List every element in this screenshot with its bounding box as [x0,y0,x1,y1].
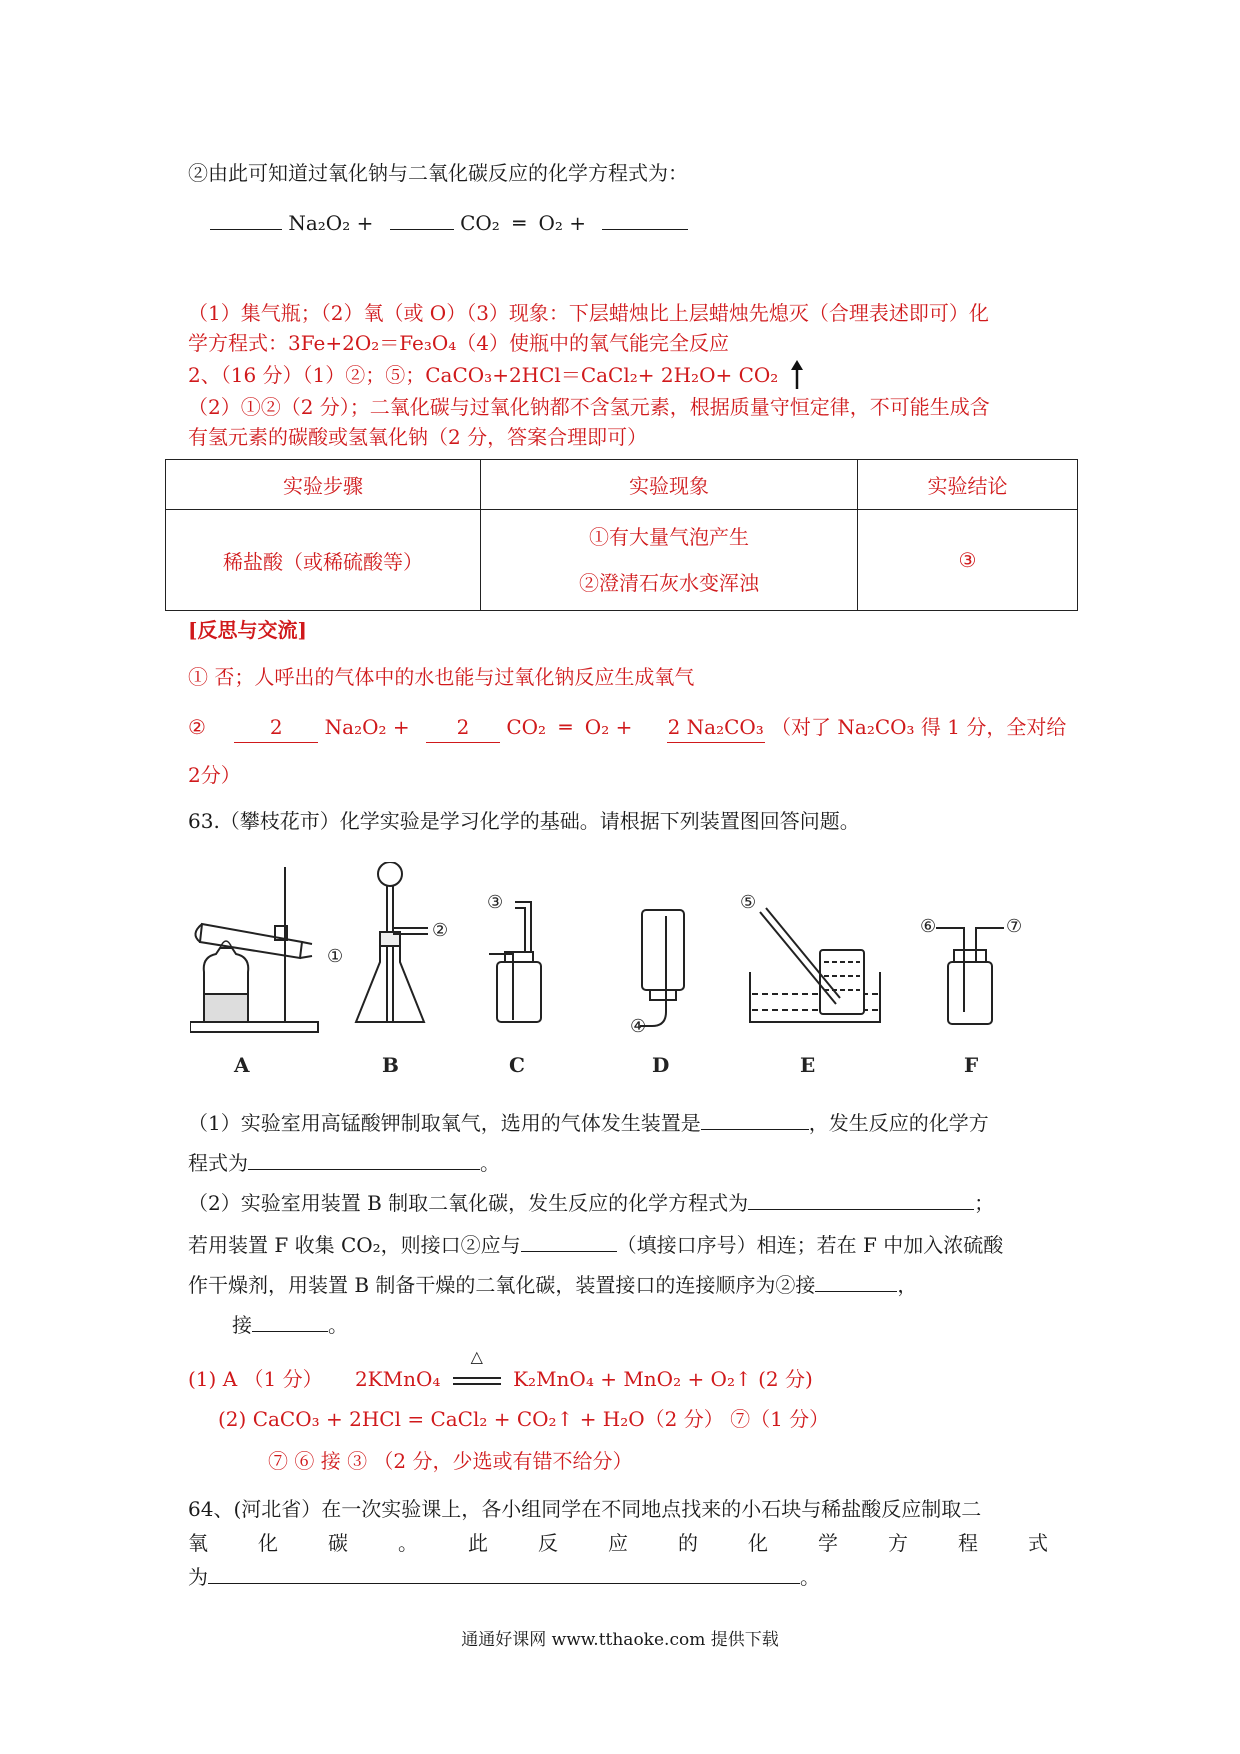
apparatus-a [190,867,343,1077]
answer-coefficient-2: 2 [426,712,500,743]
q64-char: 学 [818,1531,838,1555]
q63-part2-text-e: 作干燥剂，用装置 B 制备干燥的二氧化碳，装置接口的连接顺序为②接 [188,1273,816,1297]
q64-char: 碳 [328,1531,348,1555]
reflect-title: [反思与交流] [188,618,307,642]
q63-part2-line4 [232,1310,348,1340]
reflect-line-3: 2分） [188,763,241,787]
answer-1c: K₂MnO₄ + MnO₂ + O₂↑ (2 分) [513,1367,813,1391]
apparatus-c [487,892,541,1077]
q63-part2-line2 [188,1230,1003,1260]
answer-product: 2 Na₂CO₃ [667,712,765,743]
apparatus-label-f: F [964,1053,979,1077]
answer-1b: 2KMnO₄ [354,1367,441,1391]
observation-2: ②澄清石灰水变浑浊 [579,571,759,595]
port-label-7: ⑦ [1006,916,1023,937]
heat-equals-sign [451,1347,503,1394]
apparatus-e [740,892,880,1077]
q64-char: 应 [608,1531,628,1555]
apparatus-label-e: E [800,1053,816,1077]
header-conclusion: 实验结论 [858,460,1078,510]
question-line: ②由此可知道过氧化钠与二氧化碳反应的化学方程式为： [188,161,688,185]
apparatus-figure [190,862,1130,1082]
answer-1-line-2: 学方程式：3Fe+2O₂＝Fe₃O₄（4）使瓶中的氧气能完全反应 [188,331,730,355]
table-row [166,510,1078,611]
blank-1[interactable] [210,209,282,230]
q64-char: 此 [468,1531,488,1555]
reflect-na2o2: Na₂O₂ + [324,715,410,739]
q64-line-3 [188,1562,820,1592]
port-label-2: ② [432,920,449,941]
q63-part2-line3 [188,1270,917,1300]
q63-part2-text-f: ， [897,1273,918,1297]
port-label-3: ③ [487,892,504,913]
q64-char: 的 [678,1531,698,1555]
q63-part1-text-b: ，发生反应的化学方 [808,1111,989,1135]
port-label-4: ④ [630,1016,647,1037]
answer-blank-port[interactable] [521,1231,617,1252]
q64-text-b: 。 [800,1565,820,1589]
answer-1-line-1: （1）集气瓶；（2）氧（或 O）（3）现象：下层蜡烛比上层蜡烛先熄灭（合理表述即可）化 [188,301,989,325]
apparatus-b [356,862,448,1077]
cell-observation [481,510,858,611]
answer-2-text: 2、（16 分）（1）②；⑤；CaCO₃+2HCl＝CaCl₂+ 2H₂O+ CO₂ [188,363,779,387]
header-step: 实验步骤 [166,460,481,510]
q64-line-2 [188,1528,1048,1558]
q63-part2-text-d: （填接口序号）相连；若在 F 中加入浓硫酸 [616,1233,1004,1257]
answer-2-line-1 [188,360,805,390]
cell-conclusion: ③ [858,510,1078,611]
q63-answer-2: (2) CaCO₃ + 2HCl = CaCl₂ + CO₂↑ + H₂O（2 分） ⑦（1 分） [218,1407,830,1431]
heat-symbol: △ [470,1347,483,1366]
q64-char: 。 [398,1531,418,1555]
q63-part2-text-g: 接 [232,1313,252,1337]
equation-blank-line [210,208,688,238]
q63-part2-text: （2）实验室用装置 B 制取二氧化碳，发生反应的化学方程式为 [188,1191,749,1215]
port-label-5: ⑤ [740,892,757,913]
cell-step: 稀盐酸（或稀硫酸等） [166,510,481,611]
q63-part1-line2 [188,1148,500,1178]
q63-part1-text-d: 。 [480,1151,500,1175]
answer-2-line-3: 有氢元素的碳酸或氢氧化钠（2 分，答案合理即可） [188,425,648,449]
q63-answer-1 [188,1347,813,1394]
q63-part2-text-b: ； [974,1191,995,1215]
reflect-num: ② [188,715,206,739]
q64-text-a: 为 [188,1565,208,1589]
answer-blank-order-2[interactable] [252,1311,328,1332]
port-label-6: ⑥ [920,916,937,937]
page-footer: 通通好课网 www.tthaoke.com 提供下载 [461,1630,779,1650]
na2o2-term: Na₂O₂ + [288,211,374,235]
reflect-line-2 [188,712,1066,743]
reflect-note: （对了 Na₂CO₃ 得 1 分，全对给 [771,715,1067,739]
answer-blank-order-1[interactable] [815,1271,897,1292]
reflect-co2: CO₂ [506,715,547,739]
q64-char: 化 [748,1531,768,1555]
blank-2[interactable] [390,209,454,230]
apparatus-label-c: C [509,1053,525,1077]
q64-char: 程 [958,1531,978,1555]
answer-blank-device[interactable] [701,1109,809,1130]
q64-char: 氧 [188,1531,208,1555]
reflect-line-1: ① 否；人呼出的气体中的水也能与过氧化钠反应生成氧气 [188,665,695,689]
answer-2-line-2: （2）①②（2 分）；二氧化碳与过氧化钠都不含氢元素，根据质量守恒定律，不可能生成含 [188,395,990,419]
co2-term: CO₂ [460,211,500,235]
q63-part2-text-c: 若用装置 F 收集 CO₂，则接口②应与 [188,1233,521,1257]
answer-coefficient-1: 2 [234,712,318,743]
answer-blank-q64[interactable] [208,1563,800,1584]
q63-title: 63.（攀枝花市）化学实验是学习化学的基础。请根据下列装置图回答问题。 [188,809,860,833]
header-observation: 实验现象 [481,460,858,510]
apparatus-label-b: B [382,1053,399,1077]
q63-part1-text: （1）实验室用高锰酸钾制取氧气，选用的气体发生装置是 [188,1111,701,1135]
blank-3[interactable] [602,209,688,230]
table-header-row [166,460,1078,510]
q63-part1-text-c: 程式为 [188,1151,248,1175]
observation-1: ①有大量气泡产生 [589,525,749,549]
q64-line-1: 64、(河北省）在一次实验课上，各小组同学在不同地点找来的小石块与稀盐酸反应制取二 [188,1497,982,1521]
apparatus-d [630,910,684,1077]
up-arrow-icon [789,360,805,390]
answer-1a: (1) A （1 分） [188,1367,323,1391]
port-label-1: ① [327,946,344,967]
q64-char: 反 [538,1531,558,1555]
answer-blank-equation-2[interactable] [748,1189,974,1210]
q63-part2-line1 [188,1188,994,1218]
q64-char: 式 [1028,1531,1048,1555]
equals-sign: ═ [559,715,572,739]
q64-char: 方 [888,1531,908,1555]
apparatus-f [920,916,1022,1077]
q64-char: 化 [258,1531,278,1555]
o2-term: O₂ + [538,211,587,235]
answer-blank-equation-1[interactable] [248,1149,480,1170]
q64-spread-text [188,1528,1048,1558]
equals-sign: ═ [513,211,526,235]
experiment-table [165,459,1078,611]
apparatus-label-a: A [234,1053,250,1077]
q63-answer-3: ⑦ ⑥ 接 ③ （2 分，少选或有错不给分） [268,1449,633,1473]
q63-part1-line1 [188,1108,989,1138]
apparatus-label-d: D [652,1053,670,1077]
q63-part2-text-h: 。 [328,1313,348,1337]
reflect-o2: O₂ + [584,715,633,739]
